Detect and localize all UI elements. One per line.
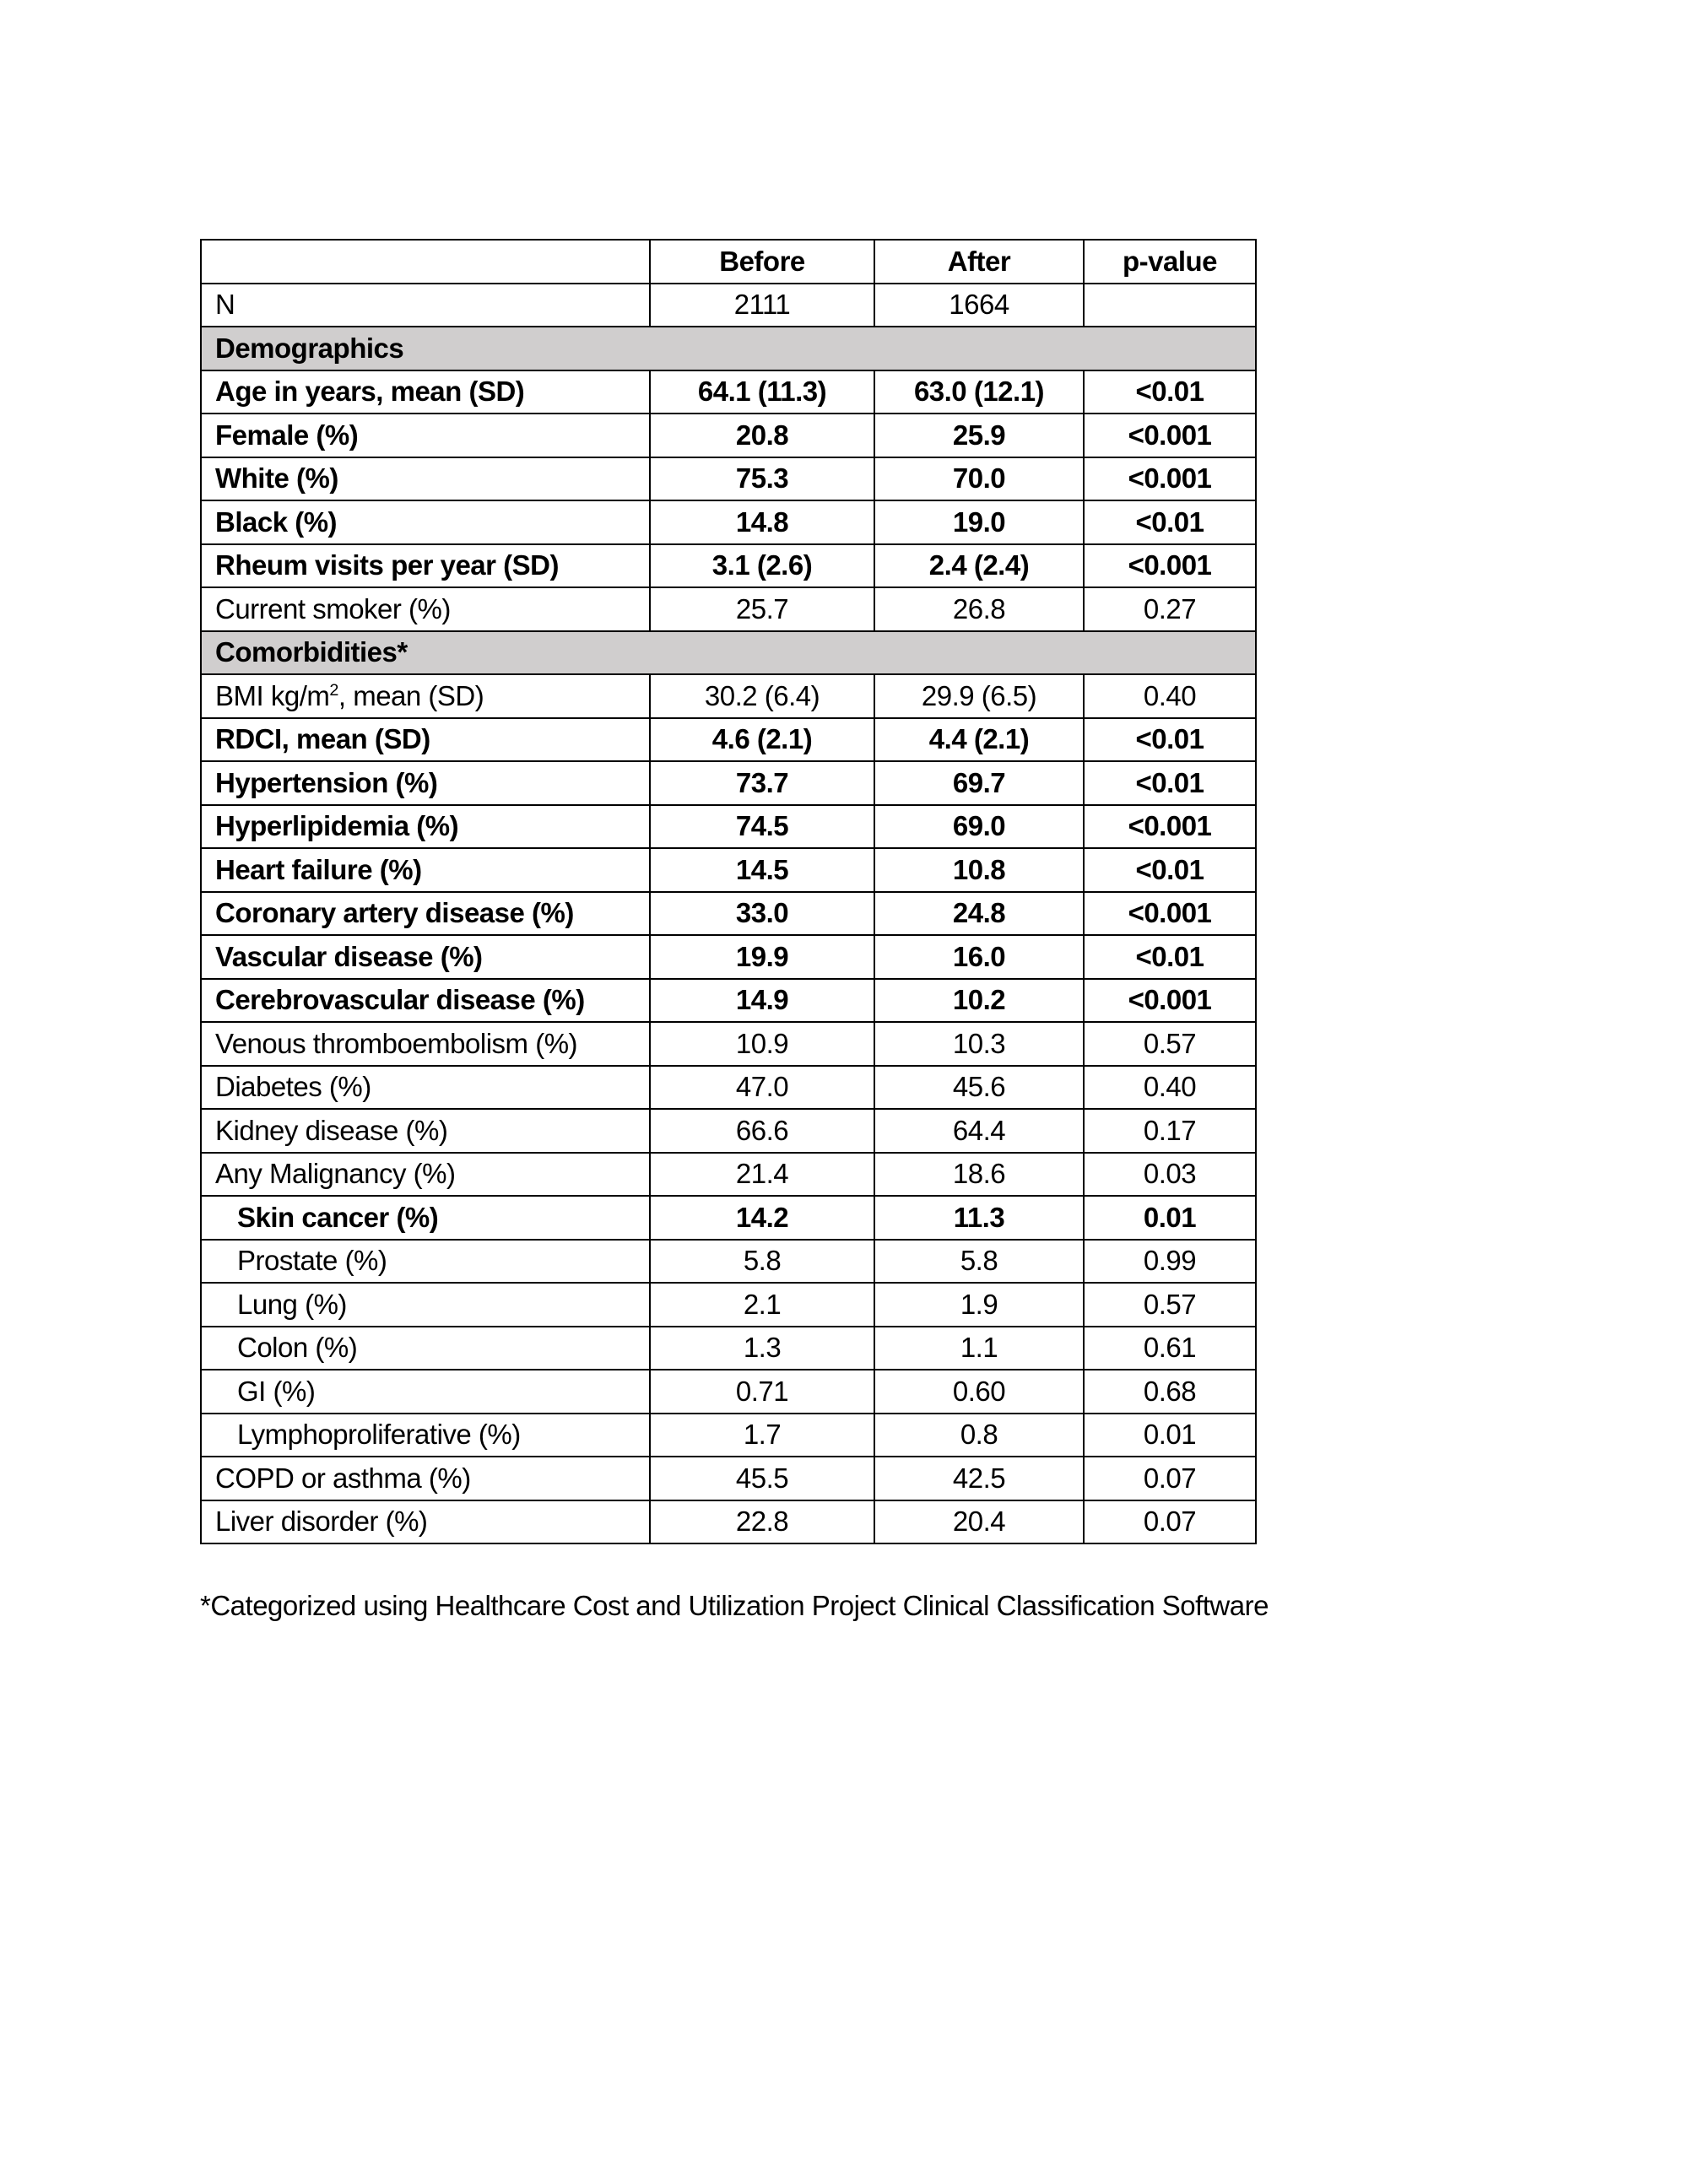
before-value: 22.8 (650, 1500, 874, 1544)
p-value: 0.03 (1084, 1153, 1256, 1197)
before-value: 45.5 (650, 1457, 874, 1500)
before-value: 14.5 (650, 848, 874, 892)
p-value: <0.001 (1084, 544, 1256, 588)
row-label: COPD or asthma (%) (201, 1457, 650, 1500)
row-label: Colon (%) (201, 1327, 650, 1370)
table-row (201, 848, 1256, 892)
p-value: 0.40 (1084, 1066, 1256, 1110)
after-value: 25.9 (874, 414, 1084, 457)
row-label: Skin cancer (%) (201, 1196, 650, 1240)
after-value: 5.8 (874, 1240, 1084, 1284)
before-value: 64.1 (11.3) (650, 370, 874, 414)
row-label: GI (%) (201, 1370, 650, 1414)
p-value: 0.07 (1084, 1457, 1256, 1500)
after-value: 2.4 (2.4) (874, 544, 1084, 588)
p-value: 0.40 (1084, 674, 1256, 718)
before-value: 25.7 (650, 587, 874, 631)
after-value: 19.0 (874, 500, 1084, 544)
after-value: 4.4 (2.1) (874, 718, 1084, 762)
p-value: 0.61 (1084, 1327, 1256, 1370)
before-value: 1.7 (650, 1414, 874, 1457)
after-value: 11.3 (874, 1196, 1084, 1240)
row-label: Prostate (%) (201, 1240, 650, 1284)
p-value: <0.01 (1084, 935, 1256, 979)
table-row (201, 718, 1256, 762)
row-label: Rheum visits per year (SD) (201, 544, 650, 588)
section-row (201, 631, 1256, 675)
p-value: <0.01 (1084, 718, 1256, 762)
row-label: Liver disorder (%) (201, 1500, 650, 1544)
after-value: 10.8 (874, 848, 1084, 892)
row-label: Current smoker (%) (201, 587, 650, 631)
after-value: 69.0 (874, 805, 1084, 849)
header-row (201, 240, 1256, 284)
before-value: 19.9 (650, 935, 874, 979)
before-value: 74.5 (650, 805, 874, 849)
row-label: Hyperlipidemia (%) (201, 805, 650, 849)
before-value: 30.2 (6.4) (650, 674, 874, 718)
table-row (201, 674, 1256, 718)
after-value: 1.1 (874, 1327, 1084, 1370)
after-value: 64.4 (874, 1109, 1084, 1153)
row-label: Heart failure (%) (201, 848, 650, 892)
section-heading: Comorbidities* (201, 631, 1256, 675)
after-value: 29.9 (6.5) (874, 674, 1084, 718)
p-value: 0.01 (1084, 1414, 1256, 1457)
p-value: 0.57 (1084, 1022, 1256, 1066)
before-value: 14.9 (650, 979, 874, 1023)
p-value: <0.01 (1084, 370, 1256, 414)
table-row (201, 761, 1256, 805)
after-header: After (874, 240, 1084, 284)
after-value: 42.5 (874, 1457, 1084, 1500)
before-value: 66.6 (650, 1109, 874, 1153)
before-header: Before (650, 240, 874, 284)
before-value: 20.8 (650, 414, 874, 457)
p-value: 0.27 (1084, 587, 1256, 631)
row-label: Lymphoproliferative (%) (201, 1414, 650, 1457)
table-row (201, 544, 1256, 588)
row-label: Female (%) (201, 414, 650, 457)
p-value: <0.01 (1084, 500, 1256, 544)
table-row (201, 892, 1256, 936)
after-value: 0.60 (874, 1370, 1084, 1414)
before-value: 4.6 (2.1) (650, 718, 874, 762)
table-row (201, 1283, 1256, 1327)
after-value: 10.3 (874, 1022, 1084, 1066)
after-value: 69.7 (874, 761, 1084, 805)
after-value: 20.4 (874, 1500, 1084, 1544)
before-value: 14.8 (650, 500, 874, 544)
row-label: Diabetes (%) (201, 1066, 650, 1110)
p-value (1084, 284, 1256, 327)
p-value: 0.99 (1084, 1240, 1256, 1284)
row-label: Kidney disease (%) (201, 1109, 650, 1153)
row-label: Black (%) (201, 500, 650, 544)
row-label: RDCI, mean (SD) (201, 718, 650, 762)
table-row (201, 1370, 1256, 1414)
before-value: 75.3 (650, 457, 874, 501)
section-row (201, 327, 1256, 370)
before-value: 14.2 (650, 1196, 874, 1240)
p-value: <0.01 (1084, 761, 1256, 805)
before-value: 10.9 (650, 1022, 874, 1066)
before-value: 33.0 (650, 892, 874, 936)
table-row (201, 1327, 1256, 1370)
before-value: 73.7 (650, 761, 874, 805)
label-header (201, 240, 650, 284)
table-row (201, 935, 1256, 979)
table-row (201, 1153, 1256, 1197)
after-value: 45.6 (874, 1066, 1084, 1110)
row-label: Age in years, mean (SD) (201, 370, 650, 414)
table-row (201, 805, 1256, 849)
after-value: 10.2 (874, 979, 1084, 1023)
after-value: 1664 (874, 284, 1084, 327)
p-value: 0.57 (1084, 1283, 1256, 1327)
after-value: 16.0 (874, 935, 1084, 979)
before-value: 3.1 (2.6) (650, 544, 874, 588)
after-value: 63.0 (12.1) (874, 370, 1084, 414)
before-value: 1.3 (650, 1327, 874, 1370)
footnote: *Categorized using Healthcare Cost and Utilization Project Clinical Classification Software (200, 1590, 1269, 1621)
table-row (201, 1066, 1256, 1110)
row-label: Coronary artery disease (%) (201, 892, 650, 936)
after-value: 0.8 (874, 1414, 1084, 1457)
table-row (201, 500, 1256, 544)
p-value: <0.001 (1084, 979, 1256, 1023)
table-row (201, 1414, 1256, 1457)
before-value: 2111 (650, 284, 874, 327)
p-value: <0.01 (1084, 848, 1256, 892)
after-value: 1.9 (874, 1283, 1084, 1327)
p-value-header: p-value (1084, 240, 1256, 284)
table-row (201, 979, 1256, 1023)
row-label: N (201, 284, 650, 327)
before-value: 0.71 (650, 1370, 874, 1414)
p-value: <0.001 (1084, 457, 1256, 501)
p-value: 0.01 (1084, 1196, 1256, 1240)
table-row (201, 1240, 1256, 1284)
after-value: 26.8 (874, 587, 1084, 631)
table-row (201, 1022, 1256, 1066)
row-label: Vascular disease (%) (201, 935, 650, 979)
p-value: <0.001 (1084, 805, 1256, 849)
table-row (201, 284, 1256, 327)
table-row (201, 1457, 1256, 1500)
after-value: 18.6 (874, 1153, 1084, 1197)
section-heading: Demographics (201, 327, 1256, 370)
before-value: 2.1 (650, 1283, 874, 1327)
before-value: 5.8 (650, 1240, 874, 1284)
table-row (201, 587, 1256, 631)
table-row (201, 370, 1256, 414)
after-value: 24.8 (874, 892, 1084, 936)
table-row (201, 1196, 1256, 1240)
row-label: Hypertension (%) (201, 761, 650, 805)
p-value: 0.07 (1084, 1500, 1256, 1544)
p-value: <0.001 (1084, 414, 1256, 457)
p-value: <0.001 (1084, 892, 1256, 936)
row-label: Any Malignancy (%) (201, 1153, 650, 1197)
table-row (201, 1109, 1256, 1153)
table-row (201, 1500, 1256, 1544)
row-label: White (%) (201, 457, 650, 501)
p-value: 0.68 (1084, 1370, 1256, 1414)
row-label: Lung (%) (201, 1283, 650, 1327)
characteristics-table (200, 239, 1257, 1544)
table-row (201, 457, 1256, 501)
table-row (201, 414, 1256, 457)
before-value: 47.0 (650, 1066, 874, 1110)
row-label: Venous thromboembolism (%) (201, 1022, 650, 1066)
row-label: Cerebrovascular disease (%) (201, 979, 650, 1023)
row-label: BMI $kg/m^2$, mean (SD) (201, 674, 650, 718)
p-value: 0.17 (1084, 1109, 1256, 1153)
before-value: 21.4 (650, 1153, 874, 1197)
after-value: 70.0 (874, 457, 1084, 501)
